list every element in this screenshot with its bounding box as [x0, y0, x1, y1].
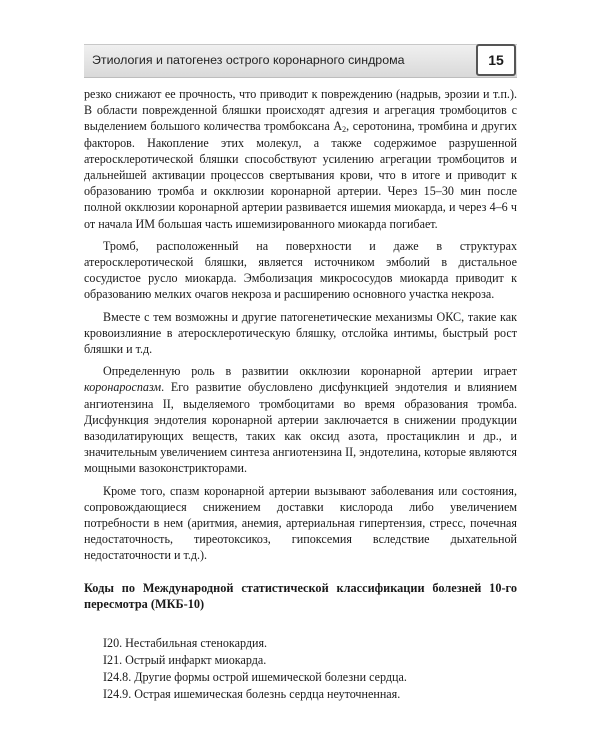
list-item: I21. Острый инфаркт миокарда.	[103, 653, 267, 667]
term-coronarospasm: коронароспазм	[84, 380, 162, 395]
paragraph-coronary-spasm: Определенную роль в развитии окклюзии коронарной артерии играет коронароспазм. Его развитие обусловлено дисфункцией эндотелия и влиянием ангиотензина II, выделяемого тромбоцитами во время образования тромба. Дисфункция эндотелия коронарной артерии заключается в снижении продукции вазодилатирующих веществ, таких как оксид азота, простациклин и др., и значительным увеличением синтеза ангиотензина II, эндотелина, которые являются мощными вазоконстрикторами.	[84, 364, 517, 476]
paragraph-thrombus-embolism: Тромб, расположенный на поверхности и даже в структурах атеросклеротической бляшки, является источником эмболий в дистальное сосудистое русло миокарда. Эмболизация микрососудов миокарда приводит к образованию мелких очагов некроза и расширению основного участка некроза.	[84, 238, 517, 302]
list-item: I20. Нестабильная стенокардия.	[103, 636, 268, 651]
page-number: 15	[476, 44, 516, 76]
section-heading-icd10: Коды по Международной статистической классификации болезней 10-го пересмотра (МКБ-10)	[84, 580, 517, 611]
list-item: I24.9. Острая ишемическая болезнь сердца неуточненная.	[103, 686, 401, 701]
paragraph-other-mechanisms: Вместе с тем возможны и другие патогенетические механизмы ОКС, такие как кровоизлияние в атеросклеротическую бляшку, отслойка интимы, быстрый рост бляшки и т.д.	[84, 309, 517, 357]
list-item: I24.8. Другие формы острой ишемической болезни сердца.	[103, 669, 407, 684]
paragraph-plaque-damage: резко снижают ее прочность, что приводит к повреждению (надрыв, эрозии и т.п.). В области поврежденной бляшки происходят адгезия и агрегация тромбоцитов с выделением большого количества тромбоксана $A_2$, серотонина, тромбина и других факторов. Накопление этих молекул, а также содержимое разрушенной атеросклеротической бляшки способствуют усилению агрегации тромбоцитов и дальнейшей активации процессов свертывания крови, что в итоге и приводит к образованию тромба и окклюзии коронарной артерии. Через 15–30 мин после полной окклюзии коронарной артерии развивается ишемия миокарда, и через 4–6 ч от начала ИМ большая часть ишемизированного миокарда погибает.	[84, 87, 517, 231]
running-header	[84, 44, 517, 78]
page-body	[84, 86, 517, 703]
icd10-code-list	[84, 635, 517, 703]
running-header-title: Этиология и патогенез острого коронарного синдрома	[92, 53, 405, 67]
paragraph-spasm-causes: Кроме того, спазм коронарной артерии вызывают заболевания или состояния, сопровождающиеся снижением доставки кислорода либо увеличением потребности в нем (аритмия, анемия, артериальная гипертензия, стресс, почечная недостаточность, тиреотоксикоз, гипоксемия вследствие дыхательной недостаточности и т.д.).	[84, 483, 517, 563]
